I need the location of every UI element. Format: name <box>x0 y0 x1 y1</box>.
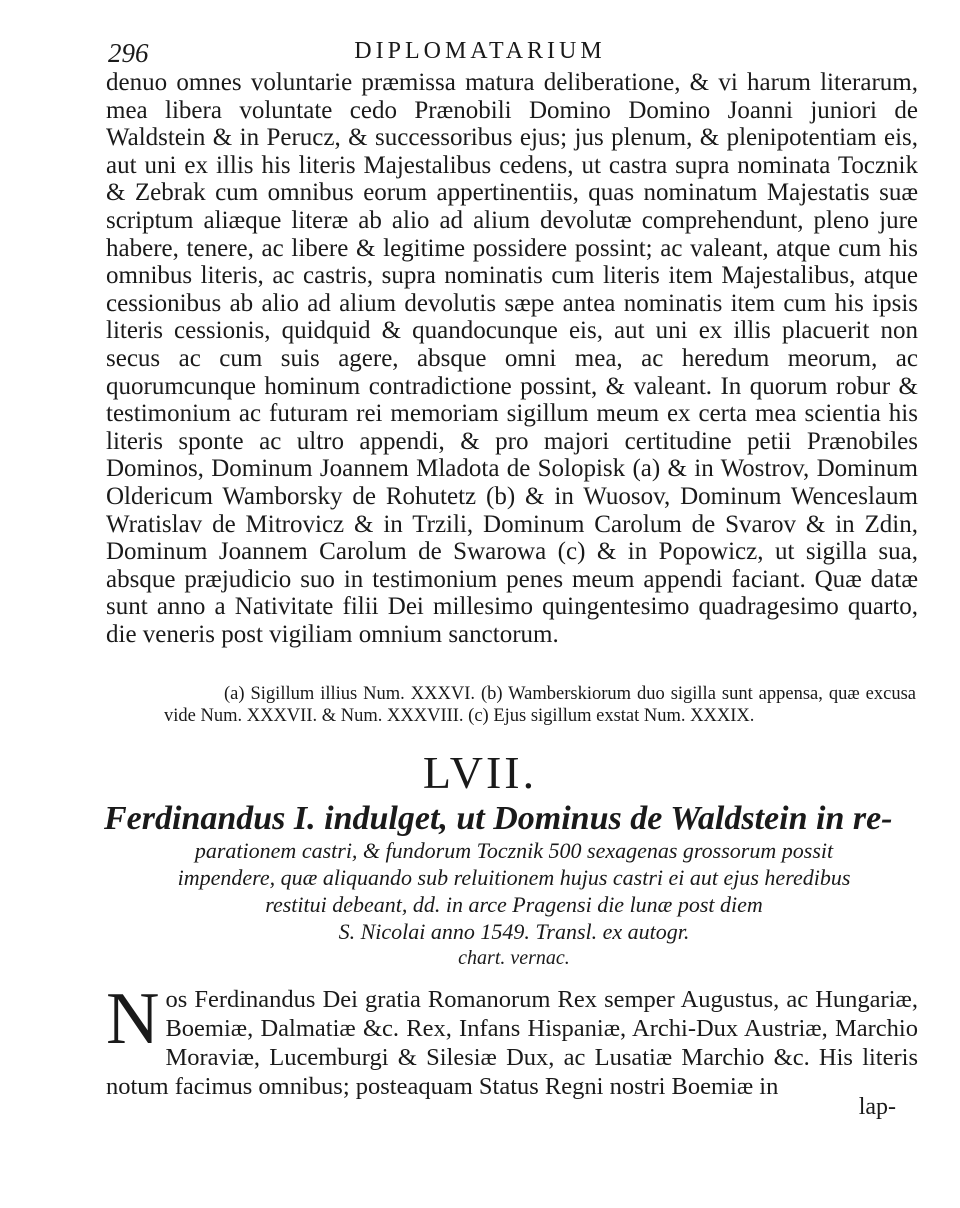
summary-line-6: chart. vernac. <box>458 947 570 969</box>
document-summary <box>104 800 924 971</box>
drop-cap: N <box>106 978 160 1060</box>
catchword: lap- <box>858 1094 896 1120</box>
document-number: LVII. <box>422 747 538 798</box>
summary-line-2: parationem castri, & fundorum Tocznik 500 sexagenas grossorum possit <box>194 838 834 863</box>
page-number: 296 <box>108 38 149 68</box>
document-text <box>106 978 918 1101</box>
footnotes <box>164 684 916 727</box>
summary-line-4: restitui debeant, dd. in arce Pragensi die lunæ post diem <box>265 892 763 917</box>
running-title: DIPLOMATARIUM <box>354 38 606 64</box>
summary-line-1: Ferdinandus I. indulget, ut Dominus de Waldstein in re- <box>104 800 893 837</box>
summary-line-5: S. Nicolai anno 1549. Transl. ex autogr. <box>338 919 690 944</box>
footnote-text: (a) Sigillum illius Num. XXXVI. (b) Wamberskiorum duo sigilla sunt appensa, quæ excusa vide Num. XXXVII. & Num. XXXVIII. (c) Ejus sigillum exstat Num. XXXIX. <box>164 684 916 726</box>
summary-line-3: impendere, quæ aliquando sub reluitionem hujus castri ei aut ejus heredibus <box>177 865 851 890</box>
main-text <box>106 69 918 648</box>
main-paragraph: denuo omnes voluntarie præmissa matura deliberatione, & vi harum literarum, mea libera voluntate cedo Prænobili Domino Domino Joanni juniori de Waldstein & in Perucz, & successoribus ejus; jus plenum, & plenipotentiam eis, aut uni ex illis his literis Majestalibus cedens, ut castra supra nominata Tocznik & Zebrak cum omnibus eorum appertinentiis, quas nominatum Majestatis suæ scriptum aliæque literæ ab alio ad alium devolutæ comprehendunt, pleno jure habere, tenere, ac libere & legitime possidere possint; ac valeant, atque cum his omnibus literis, ac castris, supra nominatis cum literis item Majestalibus, atque cessionibus ab alio ad alium devolutis sæpe antea nominatis item cum his ipsis literis cessionis, quidquid & quandocunque eis, aut uni ex illis placuerit non secus ac cum suis agere, absque omni mea, ac heredum meorum, ac quorumcunque hominum contradictione possint, & valeant. In quorum robur & testimonium ac futuram rei memoriam sigillum meum ex certa mea scientia his literis sponte ac ultro appendi, & pro majori certitudine petii Prænobiles Dominos, Dominum Joannem Mladota de Solopisk (a) & in Wostrov, Dominum Oldericum Wamborsky de Rohutetz (b) & in Wuosov, Dominum Wenceslaum Wratislav de Mitrovicz & in Trzili, Dominum Carolum de Svarov & in Zdin, Dominum Joannem Carolum de Swarowa (c) & in Popowicz, ut sigilla sua, absque præjudicio suo in testimonium penes meum appendi faciant. Quæ datæ sunt anno a Nativitate filii Dei millesimo quingentesimo quadragesimo quarto, die veneris post vigiliam omnium sanctorum. <box>106 69 918 648</box>
document-paragraph: os Ferdinandus Dei gratia Romanorum Rex semper Augustus, ac Hungariæ, Boemiæ, Dalmatiæ &c. Rex, Infans Hispaniæ, Archi-Dux Austriæ, Marchio Moraviæ, Lucemburgi & Silesiæ Dux, ac Lusatiæ Marchio &c. His literis notum facimus omnibus; posteaquam Status Regni nostri Boemiæ in <box>106 986 918 1100</box>
